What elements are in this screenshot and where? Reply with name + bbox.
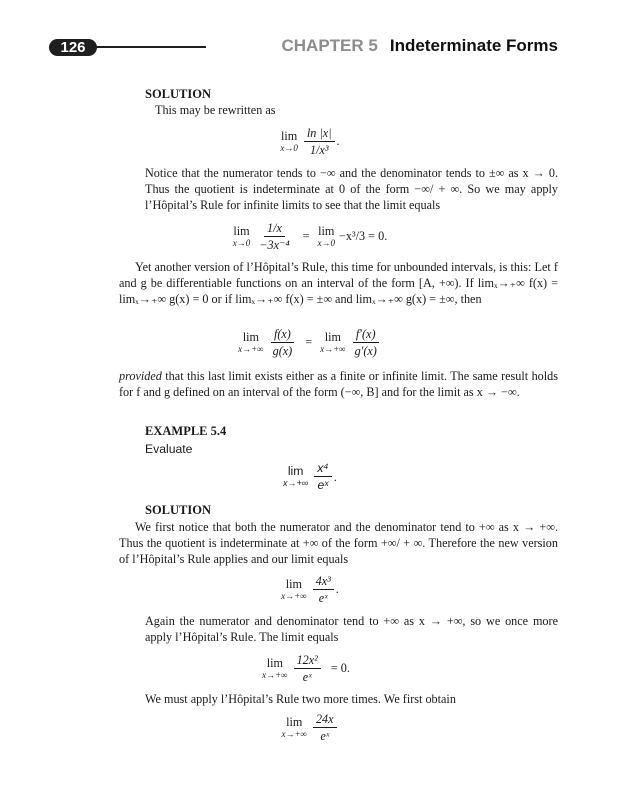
equation-1: lim x→0 $\frac{\ln |x|}{\text{1/x³}}$ .: [280, 126, 340, 157]
solution-2-paragraph-3: We must apply l’Hôpital’s Rule two more times. We first obtain: [145, 692, 456, 706]
equation-6: [0, 712, 620, 743]
fraction: $\frac{\text{x⁴}}{\text{eˣ}}$: [314, 461, 331, 492]
equation-3: lim x→+∞ $\frac{f(x)}{g(x)}$ = lim x→+∞ $\frac{f'(x)}{g'(x)}$: [0, 327, 620, 358]
limit-operator: lim x→0: [317, 224, 336, 248]
fraction: $\frac{f'(x)}{g'(x)}$: [354, 327, 377, 358]
fraction: $\frac{1/x}{\text{−3x⁻⁴}}$: [259, 221, 290, 252]
equation-2: lim x→0 $\frac{1/x}{\text{−3x⁻⁴}}$ = lim x→0 −x³/3 = 0.: [232, 221, 388, 252]
equation-5: [0, 653, 620, 684]
fraction: $\frac{\text{12x²}}{\text{eˣ}}$: [294, 653, 321, 684]
page-header: [0, 36, 620, 60]
example-heading: EXAMPLE 5.4: [145, 424, 227, 438]
solution-2-paragraph-1: We first notice that both the numerator and the denominator tend to +∞ as x → +∞. Thus the quotient is indeterminate at +∞ of the form +∞/ + ∞. Therefore the new version of l’Hôpital’s Rule applies and our limit equals: [119, 520, 558, 566]
solution-heading-2: SOLUTION: [145, 503, 211, 517]
solution-heading-1: SOLUTION: [145, 87, 211, 101]
result: = 0.: [330, 661, 350, 675]
result: −x³/3 = 0.: [339, 229, 388, 243]
page-number-badge: 126: [49, 39, 97, 56]
limit-operator: lim x→0: [280, 129, 298, 153]
solution-2-paragraph-2: Again the numerator and denominator tend to +∞ as x → +∞, so we once more apply l’Hôpital’s Rule. The limit equals: [145, 614, 558, 644]
limit-operator: lim x→+∞: [262, 656, 288, 680]
chapter-heading: [281, 36, 558, 56]
theory-paragraph-2: [119, 368, 558, 400]
limit-operator: lim x→+∞: [238, 330, 264, 354]
theory-paragraph-2-text: that this last limit exists either as a finite or infinite limit. The same result holds for f and g defined on an interval of the form (−∞, B] and for the limit as x → −∞.: [119, 369, 558, 399]
chapter-number: CHAPTER 5: [281, 36, 378, 55]
solution-1-intro: This may be rewritten as: [155, 103, 276, 117]
solution-1-paragraph: Notice that the numerator tends to −∞ and the denominator tends to ±∞ as x → 0. Thus the quotient is indeterminate at 0 of the form −∞/ + ∞. So we may apply l’Hôpital’s Rule for infinite limits to see that the limit equals: [145, 166, 558, 212]
provided-word: provided: [119, 369, 162, 383]
example-equation: lim x→+∞ $\frac{\text{x⁴}}{\text{eˣ}}$ .: [283, 461, 337, 492]
fraction: $\frac{f(x)}{g(x)}$: [272, 327, 293, 358]
fraction: $\frac{24x}{\text{eˣ}}$: [313, 712, 337, 743]
equation-4: lim x→+∞ $\frac{\text{4x³}}{\text{eˣ}}$ .: [281, 574, 339, 605]
fraction: $\frac{\ln |x|}{\text{1/x³}}$: [304, 126, 335, 157]
limit-operator: lim x→0: [232, 224, 251, 248]
header-rule: [94, 46, 206, 48]
limit-operator: lim x→+∞: [320, 330, 346, 354]
limit-operator: lim x→+∞: [283, 464, 309, 488]
fraction: $\frac{\text{4x³}}{\text{eˣ}}$: [313, 574, 334, 605]
limit-operator: lim x→+∞: [281, 577, 307, 601]
example-prompt: Evaluate: [145, 442, 193, 456]
limit-operator: lim x→+∞: [281, 715, 307, 739]
chapter-title: Indeterminate Forms: [389, 36, 558, 55]
theory-paragraph-1: Yet another version of l’Hôpital’s Rule, this time for unbounded intervals, is this: Let f and g be differentiable functions on an interval of the form [A, +∞). If limₓ→₊∞ f(x) = limₓ→₊∞ g(x) = 0 or if limₓ→₊∞ f(x) = ±∞ and limₓ→₊∞ g(x) = ±∞, then: [119, 260, 558, 306]
